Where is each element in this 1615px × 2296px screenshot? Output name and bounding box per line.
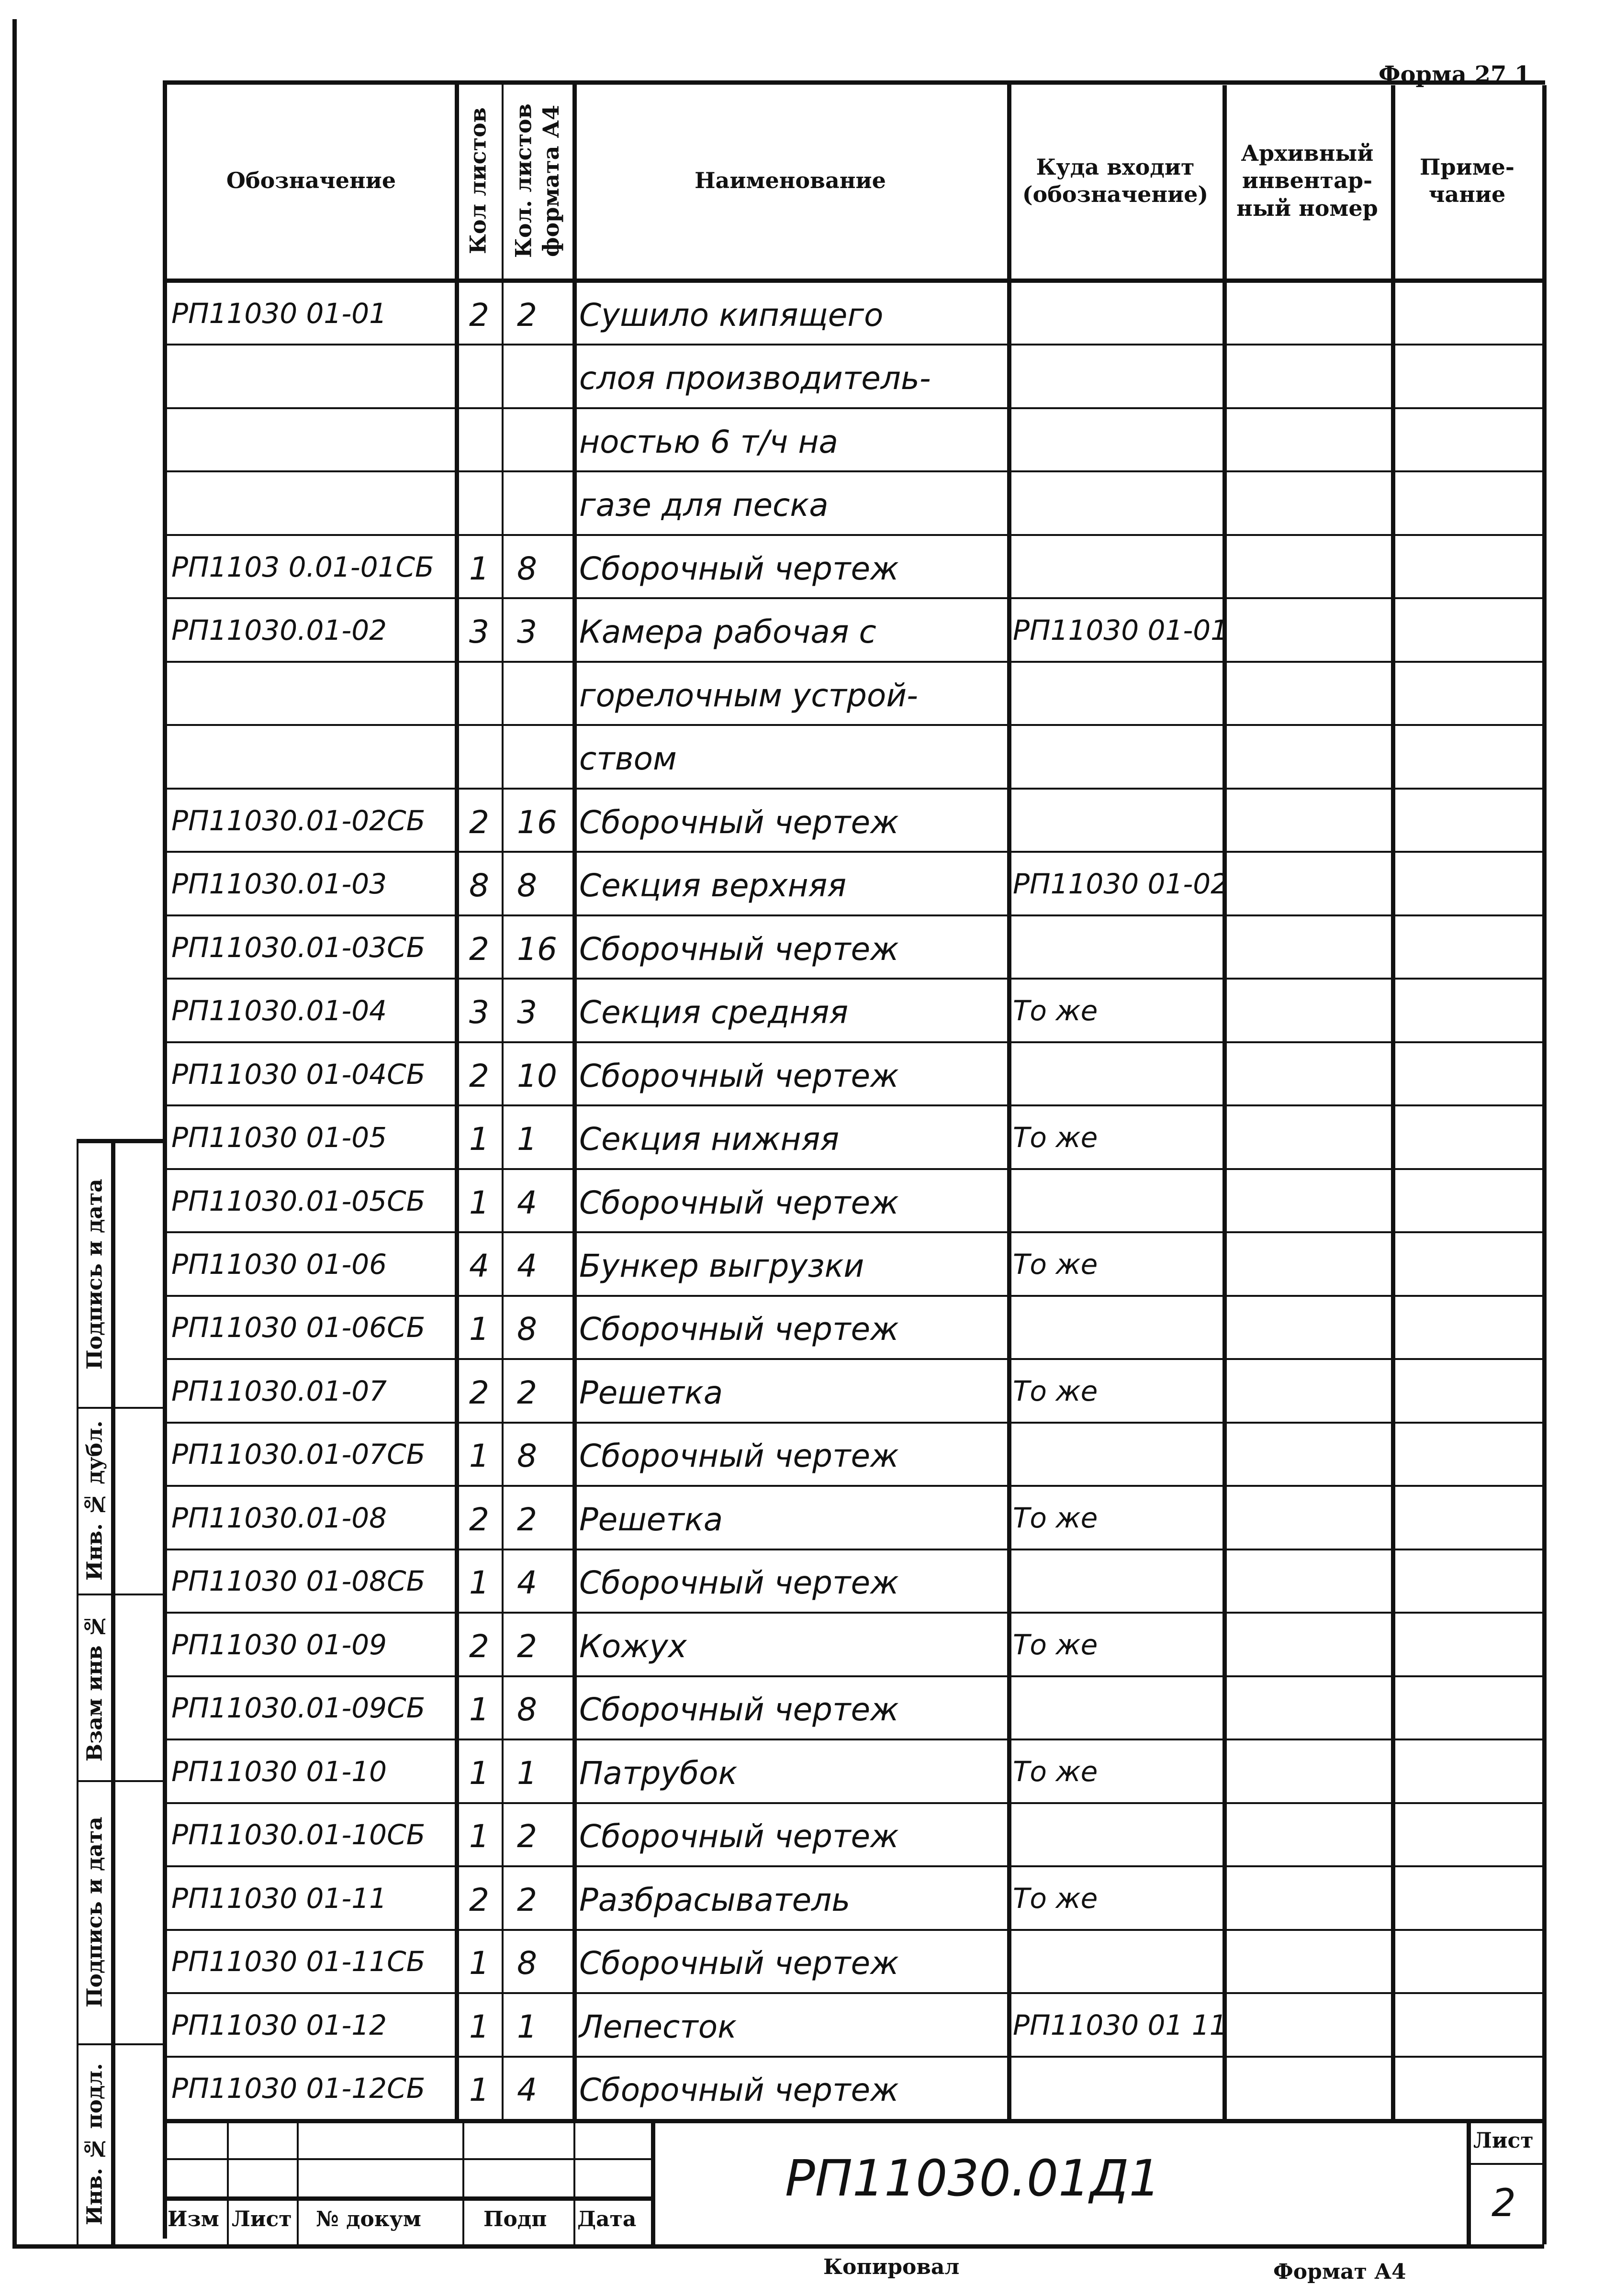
row-sheets-count: 1 — [469, 1818, 489, 1855]
row-designation: РП11030.01-08 — [171, 1502, 387, 1534]
stamp-col-doc: № докум — [316, 2207, 421, 2231]
row-sheets-a4: 1 — [517, 1121, 537, 1158]
stamp-col-1 — [227, 2119, 229, 2244]
row-sheets-count: 2 — [469, 1501, 489, 1538]
row-divider — [163, 978, 1544, 980]
footer-copied: Копировал — [823, 2255, 960, 2279]
row-divider — [163, 788, 1544, 790]
row-where-used: То же — [1013, 1755, 1098, 1788]
row-sheets-count: 1 — [469, 1438, 489, 1474]
row-designation: РП11030 01-06СБ — [171, 1311, 426, 1344]
row-sheets-count: 1 — [469, 1755, 489, 1792]
row-sheets-a4: 8 — [517, 1945, 537, 1982]
header-where-used: Куда входит (обозначение) — [1022, 154, 1209, 207]
col-sep-1 — [455, 80, 459, 2119]
row-sheets-count: 2 — [469, 804, 489, 841]
row-sheets-a4: 10 — [517, 1058, 557, 1094]
stamp-col-3 — [462, 2119, 464, 2244]
row-name: Патрубок — [579, 1755, 738, 1792]
row-name: Сборочный чертеж — [579, 1184, 899, 1221]
header-sheets-a4: Кол. листов формата А4 — [510, 103, 564, 258]
row-sheets-count: 3 — [469, 613, 489, 650]
row-sheets-a4: 2 — [517, 1628, 537, 1665]
row-sheets-a4: 2 — [517, 297, 537, 334]
header-note: Приме- чание — [1419, 154, 1515, 207]
stamp-col-sign: Подп — [483, 2207, 547, 2231]
row-sheets-count: 1 — [469, 1564, 489, 1601]
row-sheets-count: 8 — [469, 867, 489, 904]
side-label-vzam-inv: Взам инв № — [82, 1613, 107, 1761]
row-name: слоя производитель- — [579, 360, 931, 397]
row-sheets-count: 2 — [469, 931, 489, 968]
side-divider-3 — [77, 1780, 165, 1782]
row-name: Сборочный чертеж — [579, 1691, 899, 1728]
row-name: Решетка — [579, 1501, 723, 1538]
row-divider — [163, 344, 1544, 346]
row-sheets-a4: 3 — [517, 994, 537, 1031]
row-name: Сборочный чертеж — [579, 1438, 899, 1474]
side-divider-2 — [77, 1594, 165, 1595]
stamp-sheet-divider — [1467, 2163, 1543, 2165]
row-sheets-a4: 2 — [517, 1882, 537, 1918]
row-name: Сборочный чертеж — [579, 804, 899, 841]
row-divider — [163, 1802, 1544, 1804]
stamp-sheet-number: 2 — [1492, 2181, 1516, 2225]
col-sep-4 — [1007, 80, 1011, 2119]
row-sheets-count: 1 — [469, 550, 489, 587]
row-name: горелочным устрой- — [579, 677, 918, 714]
row-divider — [163, 534, 1544, 536]
row-divider — [163, 1358, 1544, 1360]
row-sheets-a4: 2 — [517, 1818, 537, 1855]
row-sheets-count: 2 — [469, 1882, 489, 1918]
row-sheets-count: 1 — [469, 2072, 489, 2108]
page-left-edge — [12, 19, 17, 2244]
row-where-used: То же — [1013, 1628, 1098, 1661]
row-divider — [163, 851, 1544, 853]
side-label-inv-dubl: Инв. № дубл. — [82, 1420, 107, 1581]
stamp-col-date: Дата — [577, 2207, 637, 2231]
row-name: Сборочный чертеж — [579, 1564, 899, 1601]
row-where-used: РП11030 01 11 — [1013, 2009, 1227, 2041]
row-designation: РП11030.01-09СБ — [171, 1692, 426, 1724]
row-name: Сборочный чертеж — [579, 931, 899, 968]
row-sheets-a4: 2 — [517, 1501, 537, 1538]
document-code: РП11030.01Д1 — [785, 2149, 1161, 2207]
side-strip-top — [77, 1139, 165, 1143]
row-sheets-count: 4 — [469, 1248, 489, 1284]
footer-format: Формат А4 — [1273, 2260, 1406, 2284]
row-name: Сборочный чертеж — [579, 2072, 899, 2108]
stamp-top-border — [163, 2119, 1545, 2123]
row-sheets-count: 2 — [469, 1628, 489, 1665]
row-name: Сборочный чертеж — [579, 1945, 899, 1982]
row-where-used: То же — [1013, 1121, 1098, 1154]
table-left-border — [163, 80, 167, 2239]
header-bottom-border — [163, 279, 1545, 283]
row-sheets-a4: 8 — [517, 1691, 537, 1728]
row-divider — [163, 597, 1544, 599]
row-sheets-a4: 4 — [517, 1184, 537, 1221]
side-strip-outer-border — [77, 1139, 79, 2244]
row-sheets-a4: 8 — [517, 1311, 537, 1348]
row-designation: РП11030 01-10 — [171, 1755, 387, 1788]
row-sheets-count: 3 — [469, 994, 489, 1031]
row-sheets-a4: 3 — [517, 613, 537, 650]
header-designation: Обозначение — [226, 167, 396, 194]
row-designation: РП11030 01-09 — [171, 1628, 387, 1661]
row-sheets-a4: 8 — [517, 867, 537, 904]
row-name: Лепесток — [579, 2008, 737, 2045]
side-strip-inner-border — [111, 1139, 115, 2244]
row-sheets-count: 1 — [469, 2008, 489, 2045]
col-sep-6 — [1391, 85, 1395, 2119]
form-label: Форма 27 1 — [1379, 61, 1531, 88]
row-divider — [163, 1485, 1544, 1487]
row-designation: РП11030.01-07 — [171, 1375, 387, 1407]
row-where-used: То же — [1013, 1375, 1098, 1407]
row-where-used: РП11030 01-01 — [1013, 614, 1229, 646]
row-name: Сборочный чертеж — [579, 1311, 899, 1348]
row-sheets-a4: 1 — [517, 1755, 537, 1792]
row-name: Кожух — [579, 1628, 687, 1665]
row-name: газе для песка — [579, 487, 829, 524]
row-divider — [163, 2056, 1544, 2058]
row-divider — [163, 1104, 1544, 1106]
row-sheets-count: 1 — [469, 1121, 489, 1158]
row-name: ностью 6 т/ч на — [579, 424, 838, 460]
header-name: Наименование — [695, 167, 886, 194]
row-divider — [163, 1739, 1544, 1740]
row-designation: РП11030.01-03 — [171, 868, 387, 900]
row-sheets-a4: 4 — [517, 1248, 537, 1284]
row-designation: РП11030 01-11 — [171, 1882, 387, 1915]
row-divider — [163, 407, 1544, 409]
row-sheets-count: 2 — [469, 297, 489, 334]
row-name: Сборочный чертеж — [579, 1818, 899, 1855]
row-where-used: То же — [1013, 1882, 1098, 1915]
row-divider — [163, 914, 1544, 916]
row-designation: РП11030 01-06 — [171, 1248, 387, 1281]
row-designation: РП11030 01-08СБ — [171, 1565, 426, 1597]
row-designation: РП11030.01-04 — [171, 994, 387, 1027]
row-divider — [163, 1675, 1544, 1677]
row-name: Разбрасыватель — [579, 1882, 851, 1918]
row-sheets-a4: 8 — [517, 550, 537, 587]
row-divider — [163, 661, 1544, 663]
row-divider — [163, 470, 1544, 472]
row-designation: РП11030.01-05СБ — [171, 1185, 426, 1217]
row-divider — [163, 1422, 1544, 1424]
stamp-main-left — [651, 2119, 655, 2244]
row-divider — [163, 1295, 1544, 1297]
table-top-border — [163, 80, 1545, 85]
row-sheets-a4: 1 — [517, 2008, 537, 2045]
row-designation: РП11030 01-04СБ — [171, 1058, 426, 1091]
row-sheets-a4: 8 — [517, 1438, 537, 1474]
stamp-sheet-left — [1467, 2119, 1471, 2244]
row-divider — [163, 1549, 1544, 1550]
row-name: Решетка — [579, 1374, 723, 1411]
row-divider — [163, 1865, 1544, 1867]
row-where-used: То же — [1013, 1248, 1098, 1281]
row-sheets-a4: 16 — [517, 804, 557, 841]
row-designation: РП11030.01-02 — [171, 614, 387, 646]
row-sheets-a4: 4 — [517, 2072, 537, 2108]
row-divider — [163, 1231, 1544, 1233]
side-label-inv-orig: Инв. № подл. — [82, 2063, 107, 2226]
header-archive-number: Архивный инвентар- ный номер — [1236, 140, 1378, 221]
stamp-col-2 — [297, 2119, 299, 2244]
row-sheets-count: 1 — [469, 1311, 489, 1348]
row-name: Камера рабочая с — [579, 613, 876, 650]
row-sheets-count: 1 — [469, 1945, 489, 1982]
side-divider-4 — [77, 2043, 165, 2045]
row-where-used: То же — [1013, 994, 1098, 1027]
row-sheets-count: 2 — [469, 1058, 489, 1094]
row-sheets-count: 1 — [469, 1184, 489, 1221]
side-divider-1 — [77, 1407, 165, 1409]
row-sheets-count: 1 — [469, 1691, 489, 1728]
row-designation: РП11030 01-01 — [171, 297, 387, 330]
row-sheets-a4: 2 — [517, 1374, 537, 1411]
row-sheets-count: 2 — [469, 1374, 489, 1411]
page-bottom-edge — [12, 2244, 1544, 2249]
stamp-row-2 — [163, 2196, 651, 2201]
col-sep-2 — [502, 80, 504, 2119]
row-divider — [163, 724, 1544, 726]
row-name: Секция средняя — [579, 994, 849, 1031]
row-name: Сборочный чертеж — [579, 550, 899, 587]
row-designation: РП11030 01-12СБ — [171, 2072, 426, 2105]
stamp-sheet-label: Лист — [1473, 2129, 1534, 2153]
row-name: Секция нижняя — [579, 1121, 840, 1158]
row-where-used: РП11030 01-02 — [1013, 868, 1229, 900]
row-designation: РП11030.01-10СБ — [171, 1818, 426, 1851]
row-sheets-a4: 16 — [517, 931, 557, 968]
side-label-sign-date-top: Подпись и дата — [82, 1179, 107, 1370]
row-designation: РП11030.01-03СБ — [171, 931, 426, 964]
header-sheets-count: Кол листов — [465, 107, 491, 255]
row-divider — [163, 1929, 1544, 1931]
stamp-col-list: Лист — [232, 2207, 292, 2231]
stamp-col-4 — [573, 2119, 575, 2244]
row-designation: РП11030.01-07СБ — [171, 1438, 426, 1471]
row-designation: РП11030 01-05 — [171, 1121, 387, 1154]
col-sep-3 — [572, 80, 577, 2119]
col-sep-5 — [1222, 85, 1227, 2119]
row-divider — [163, 1612, 1544, 1614]
row-divider — [163, 1992, 1544, 1994]
row-designation: РП11030 01-11СБ — [171, 1945, 426, 1978]
side-label-sign-date-bottom: Подпись и дата — [82, 1817, 107, 2008]
row-sheets-a4: 4 — [517, 1564, 537, 1601]
row-designation: РП11030.01-02СБ — [171, 804, 426, 837]
row-name: Сушило кипящего — [579, 297, 884, 334]
row-name: Бункер выгрузки — [579, 1248, 864, 1284]
row-name: ством — [579, 740, 677, 777]
row-name: Сборочный чертеж — [579, 1058, 899, 1094]
stamp-col-izm: Изм — [168, 2207, 219, 2231]
row-divider — [163, 1168, 1544, 1170]
row-designation: РП1103 0.01-01СБ — [171, 551, 434, 583]
row-where-used: То же — [1013, 1502, 1098, 1534]
row-name: Секция верхняя — [579, 867, 847, 904]
row-divider — [163, 1041, 1544, 1043]
stamp-row-1 — [163, 2158, 651, 2160]
row-designation: РП11030 01-12 — [171, 2009, 387, 2041]
